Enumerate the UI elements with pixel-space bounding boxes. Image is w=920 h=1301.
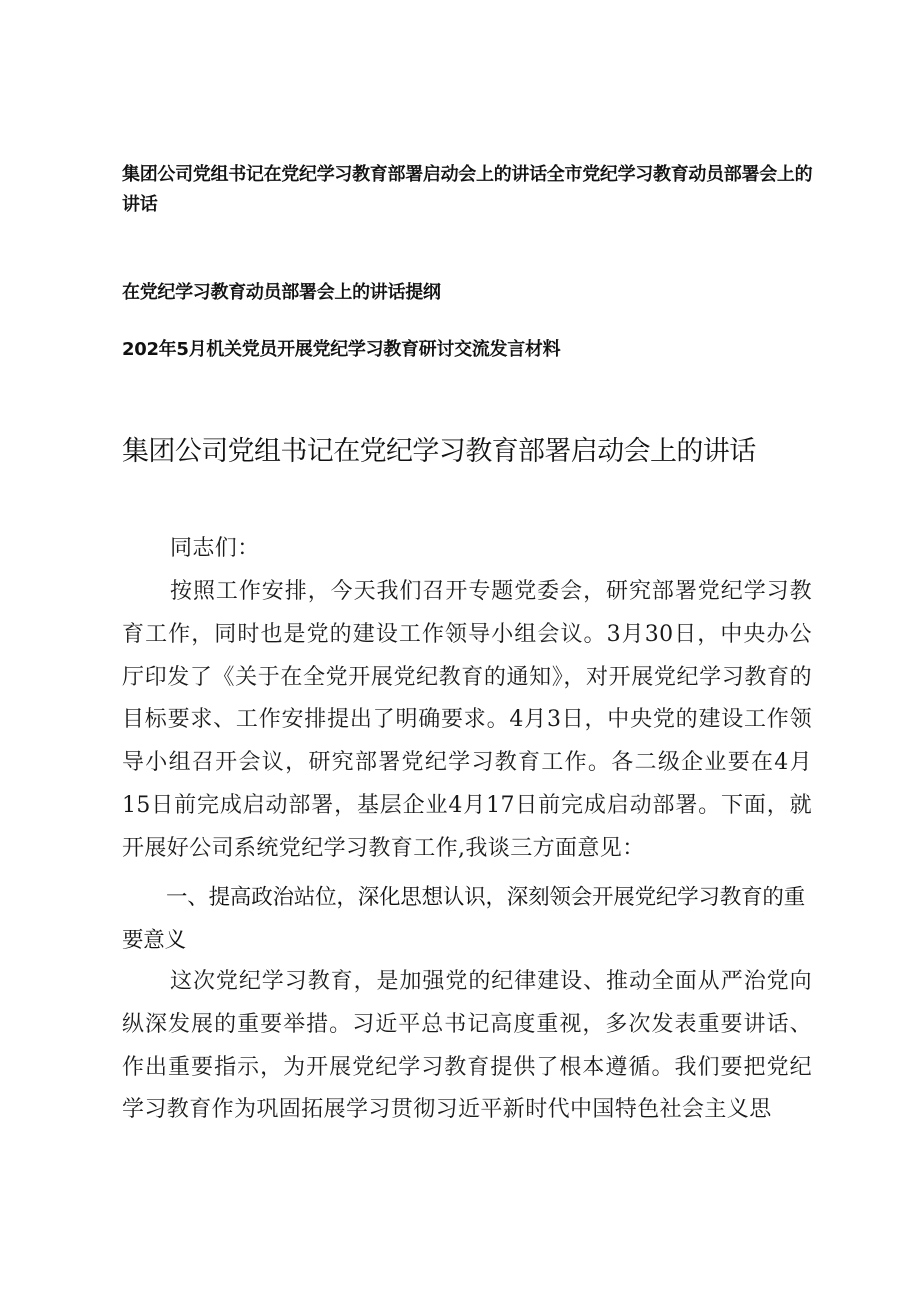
section-heading: 一、提高政治站位，深化思想认识，深刻领会开展党纪学习教育的重要意义 [122,885,806,953]
related-document-title: 集团公司党组书记在党纪学习教育部署启动会上的讲话全市党纪学习教育动员部署会上的讲话 [122,164,813,215]
body-paragraph: 这次党纪学习教育，是加强党的纪律建设、推动全面从严治党向纵深发展的重要举措。习近平总书记高度重视，多次发表重要讲话、作出重要指示，为开展党纪学习教育提供了根本遵循。我们要把党纪学习教育作为巩固拓展学习贯彻习近平新时代中国特色社会主义思 [122,969,812,1123]
related-document-title: 202年5月机关党员开展党纪学习教育研讨交流发言材料 [122,339,561,360]
body-paragraph: 按照工作安排，今天我们召开专题党委会，研究部署党纪学习教育工作，同时也是党的建设工作领导小组会议。3月30日，中央办公厅印发了《关于在全党开展党纪教育的通知》，对开展党纪学习教育的目标要求、工作安排提出了明确要求。4月3日，中央党的建设工作领导小组召开会议，研究部署党纪学习教育工作。各二级企业要在4月15日前完成启动部署，基层企业4月17日前完成启动部署。下面，就开展好公司系统党纪学习教育工作,我谈三方面意见： [122,579,812,861]
greeting: 同志们： [170,536,260,561]
related-document-title: 在党纪学习教育动员部署会上的讲话提纲 [122,282,441,303]
document-title: 集团公司党组书记在党纪学习教育部署启动会上的讲话 [122,436,756,467]
